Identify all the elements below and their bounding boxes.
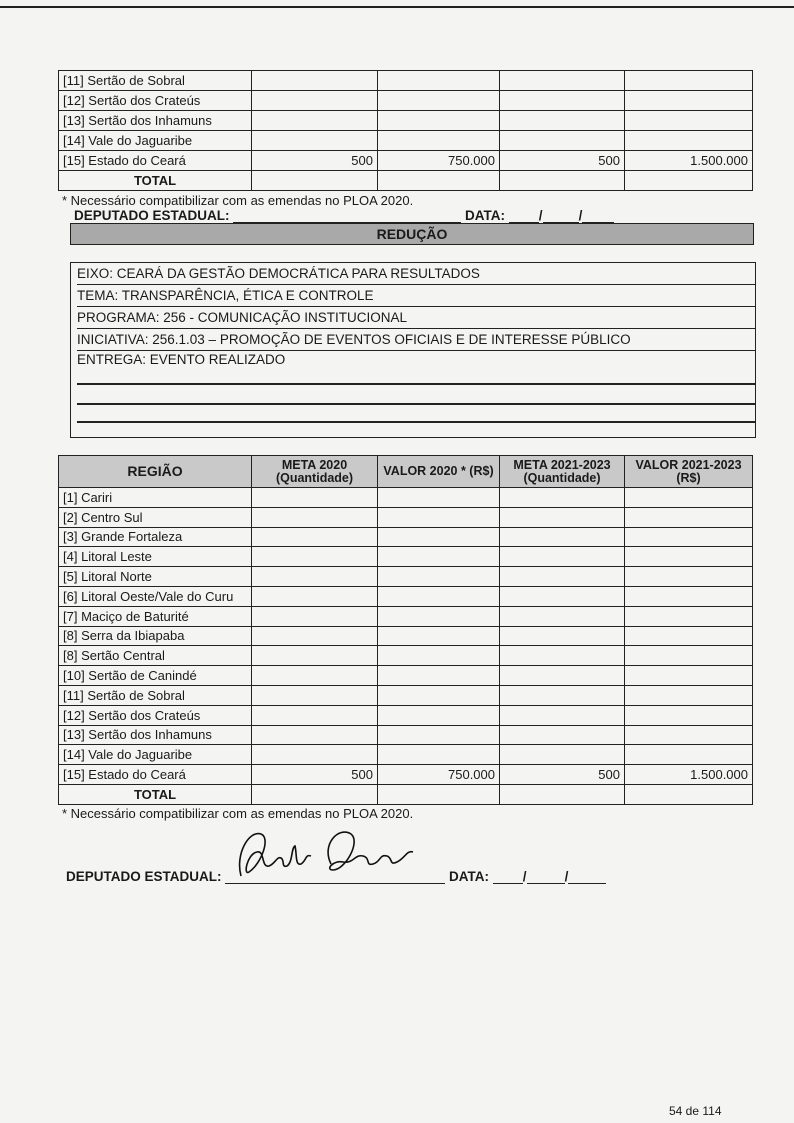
region-name-cell: [12] Sertão dos Crateús <box>59 91 252 111</box>
total-value-cell[interactable] <box>252 171 378 191</box>
value-cell[interactable] <box>378 745 500 765</box>
total-value-cell[interactable] <box>378 784 500 804</box>
value-cell[interactable] <box>625 547 753 567</box>
value-cell[interactable] <box>500 131 625 151</box>
total-value-cell[interactable] <box>625 171 753 191</box>
value-cell[interactable] <box>500 745 625 765</box>
value-cell[interactable] <box>625 507 753 527</box>
table-row <box>59 606 753 626</box>
table-row <box>59 646 753 666</box>
value-cell[interactable] <box>625 666 753 686</box>
deputado-label: DEPUTADO ESTADUAL: <box>74 208 230 223</box>
value-cell[interactable] <box>378 567 500 587</box>
value-cell[interactable]: 500 <box>252 765 378 785</box>
deputado-label: DEPUTADO ESTADUAL: <box>66 869 222 884</box>
table-row <box>59 685 753 705</box>
value-cell[interactable] <box>252 666 378 686</box>
value-cell[interactable] <box>252 567 378 587</box>
eixo-line: EIXO: CEARÁ DA GESTÃO DEMOCRÁTICA PARA RESULTADOS <box>77 263 755 285</box>
value-cell[interactable] <box>378 527 500 547</box>
value-cell[interactable] <box>500 685 625 705</box>
value-cell[interactable] <box>625 685 753 705</box>
value-cell[interactable] <box>378 666 500 686</box>
value-cell[interactable] <box>378 91 500 111</box>
region-name-cell: [8] Sertão Central <box>59 646 252 666</box>
top-border-line <box>0 6 794 8</box>
value-cell[interactable] <box>500 725 625 745</box>
table-row <box>59 111 753 131</box>
region-name-cell: [10] Sertão de Canindé <box>59 666 252 686</box>
table-row <box>59 586 753 606</box>
top-region-table <box>58 70 753 191</box>
value-cell[interactable] <box>500 567 625 587</box>
value-cell[interactable] <box>378 131 500 151</box>
value-cell[interactable] <box>252 527 378 547</box>
total-value-cell[interactable] <box>500 171 625 191</box>
region-name-cell: [11] Sertão de Sobral <box>59 71 252 91</box>
entrega-blank-line <box>77 383 755 385</box>
value-cell[interactable] <box>625 111 753 131</box>
reducao-title: REDUÇÃO <box>70 223 754 245</box>
value-cell[interactable] <box>252 488 378 508</box>
total-row <box>59 171 753 191</box>
total-value-cell[interactable] <box>378 171 500 191</box>
eixo-box <box>70 262 756 438</box>
date-year-field[interactable] <box>568 868 606 884</box>
value-cell[interactable] <box>500 606 625 626</box>
table-row <box>59 71 753 91</box>
region-name-cell: [14] Vale do Jaguaribe <box>59 745 252 765</box>
region-name-cell: [1] Cariri <box>59 488 252 508</box>
value-cell[interactable] <box>378 705 500 725</box>
region-name-cell: [8] Serra da Ibiapaba <box>59 626 252 646</box>
handwritten-signature <box>221 824 441 884</box>
table-row <box>59 527 753 547</box>
value-cell[interactable] <box>252 745 378 765</box>
table-row <box>59 567 753 587</box>
region-name-cell: [15] Estado do Ceará <box>59 765 252 785</box>
table-row <box>59 91 753 111</box>
date-day-field[interactable] <box>493 868 523 884</box>
value-cell[interactable] <box>378 725 500 745</box>
table-row <box>59 725 753 745</box>
deputado-line-bottom <box>66 868 606 884</box>
value-cell[interactable] <box>252 507 378 527</box>
value-cell[interactable]: 500 <box>500 151 625 171</box>
table-row <box>59 507 753 527</box>
table-row <box>59 547 753 567</box>
value-cell[interactable] <box>500 507 625 527</box>
value-cell[interactable] <box>625 725 753 745</box>
total-value-cell[interactable] <box>252 784 378 804</box>
programa-line: PROGRAMA: 256 - COMUNICAÇÃO INSTITUCIONAL <box>77 307 755 329</box>
region-name-cell: [7] Maciço de Baturité <box>59 606 252 626</box>
value-cell[interactable] <box>252 626 378 646</box>
table-row <box>59 131 753 151</box>
value-cell[interactable] <box>500 488 625 508</box>
region-name-cell: [2] Centro Sul <box>59 507 252 527</box>
header-valor-2020: VALOR 2020 * (R$) <box>378 456 500 488</box>
value-cell[interactable]: 500 <box>500 765 625 785</box>
header-valor-2021-2023: VALOR 2021-2023 (R$) <box>625 456 753 488</box>
value-cell[interactable] <box>500 527 625 547</box>
tema-line: TEMA: TRANSPARÊNCIA, ÉTICA E CONTROLE <box>77 285 755 307</box>
value-cell[interactable] <box>252 685 378 705</box>
deputado-line-top <box>74 207 614 223</box>
value-cell[interactable] <box>625 626 753 646</box>
value-cell[interactable] <box>252 606 378 626</box>
region-name-cell: [5] Litoral Norte <box>59 567 252 587</box>
total-value-cell[interactable] <box>500 784 625 804</box>
region-name-cell: [12] Sertão dos Crateús <box>59 705 252 725</box>
value-cell[interactable] <box>378 547 500 567</box>
value-cell[interactable] <box>378 71 500 91</box>
table-row <box>59 765 753 785</box>
total-row <box>59 784 753 804</box>
value-cell[interactable] <box>500 705 625 725</box>
value-cell[interactable] <box>625 527 753 547</box>
compatibility-note: * Necessário compatibilizar com as emendas no PLOA 2020. <box>62 193 414 208</box>
page-number: 54 de 114 <box>669 1104 722 1118</box>
table-row <box>59 151 753 171</box>
entrega-blank-line <box>77 421 755 423</box>
entrega-line: ENTREGA: EVENTO REALIZADO <box>77 352 286 367</box>
region-name-cell: [13] Sertão dos Inhamuns <box>59 111 252 131</box>
header-regiao: REGIÃO <box>59 456 252 488</box>
table-row <box>59 488 753 508</box>
value-cell[interactable] <box>625 606 753 626</box>
date-separator: / <box>578 208 583 223</box>
value-cell[interactable] <box>500 111 625 131</box>
region-name-cell: [11] Sertão de Sobral <box>59 685 252 705</box>
value-cell[interactable] <box>500 646 625 666</box>
table-row <box>59 666 753 686</box>
value-cell[interactable] <box>625 131 753 151</box>
date-day-field[interactable] <box>509 207 539 223</box>
data-label: DATA: <box>449 869 490 884</box>
value-cell[interactable] <box>252 131 378 151</box>
value-cell[interactable] <box>252 586 378 606</box>
entrega-blank-line <box>77 403 755 405</box>
value-cell[interactable] <box>378 586 500 606</box>
value-cell[interactable] <box>500 626 625 646</box>
value-cell[interactable] <box>500 666 625 686</box>
region-name-cell: [13] Sertão dos Inhamuns <box>59 725 252 745</box>
value-cell[interactable] <box>500 71 625 91</box>
total-label: TOTAL <box>59 784 252 804</box>
total-value-cell[interactable] <box>625 784 753 804</box>
value-cell[interactable] <box>252 91 378 111</box>
date-month-field[interactable] <box>527 868 565 884</box>
region-name-cell: [6] Litoral Oeste/Vale do Curu <box>59 586 252 606</box>
value-cell[interactable]: 750.000 <box>378 151 500 171</box>
table-row <box>59 705 753 725</box>
value-cell[interactable] <box>378 111 500 131</box>
iniciativa-line: INICIATIVA: 256.1.03 – PROMOÇÃO DE EVENTOS OFICIAIS E DE INTERESSE PÚBLICO <box>77 329 755 351</box>
value-cell[interactable] <box>625 71 753 91</box>
value-cell[interactable]: 1.500.000 <box>625 151 753 171</box>
value-cell[interactable]: 750.000 <box>378 765 500 785</box>
table-row <box>59 626 753 646</box>
data-label: DATA: <box>465 208 506 223</box>
value-cell[interactable] <box>252 111 378 131</box>
value-cell[interactable] <box>500 547 625 567</box>
value-cell[interactable] <box>378 507 500 527</box>
value-cell[interactable]: 500 <box>252 151 378 171</box>
value-cell[interactable] <box>625 745 753 765</box>
value-cell[interactable] <box>252 547 378 567</box>
table-row <box>59 745 753 765</box>
value-cell[interactable] <box>625 91 753 111</box>
value-cell[interactable] <box>500 586 625 606</box>
region-name-cell: [3] Grande Fortaleza <box>59 527 252 547</box>
compatibility-note: * Necessário compatibilizar com as emendas no PLOA 2020. <box>62 806 414 821</box>
value-cell[interactable] <box>625 488 753 508</box>
total-label: TOTAL <box>59 171 252 191</box>
region-name-cell: [15] Estado do Ceará <box>59 151 252 171</box>
main-region-table <box>58 455 753 805</box>
value-cell[interactable]: 1.500.000 <box>625 765 753 785</box>
date-separator: / <box>564 869 569 884</box>
value-cell[interactable] <box>625 586 753 606</box>
signature-field[interactable] <box>225 868 445 884</box>
value-cell[interactable] <box>378 606 500 626</box>
value-cell[interactable] <box>252 725 378 745</box>
value-cell[interactable] <box>625 567 753 587</box>
header-meta-2020: META 2020 (Quantidade) <box>252 456 378 488</box>
value-cell[interactable] <box>378 626 500 646</box>
region-name-cell: [14] Vale do Jaguaribe <box>59 131 252 151</box>
value-cell[interactable] <box>378 646 500 666</box>
value-cell[interactable] <box>252 705 378 725</box>
region-name-cell: [4] Litoral Leste <box>59 547 252 567</box>
value-cell[interactable] <box>252 646 378 666</box>
value-cell[interactable] <box>625 705 753 725</box>
value-cell[interactable] <box>378 685 500 705</box>
value-cell[interactable] <box>500 91 625 111</box>
value-cell[interactable] <box>378 488 500 508</box>
header-meta-2021-2023: META 2021-2023 (Quantidade) <box>500 456 625 488</box>
value-cell[interactable] <box>625 646 753 666</box>
signature-field[interactable] <box>233 207 461 223</box>
date-month-field[interactable] <box>543 207 579 223</box>
date-year-field[interactable] <box>582 207 614 223</box>
date-separator: / <box>522 869 527 884</box>
value-cell[interactable] <box>252 71 378 91</box>
date-separator: / <box>538 208 543 223</box>
